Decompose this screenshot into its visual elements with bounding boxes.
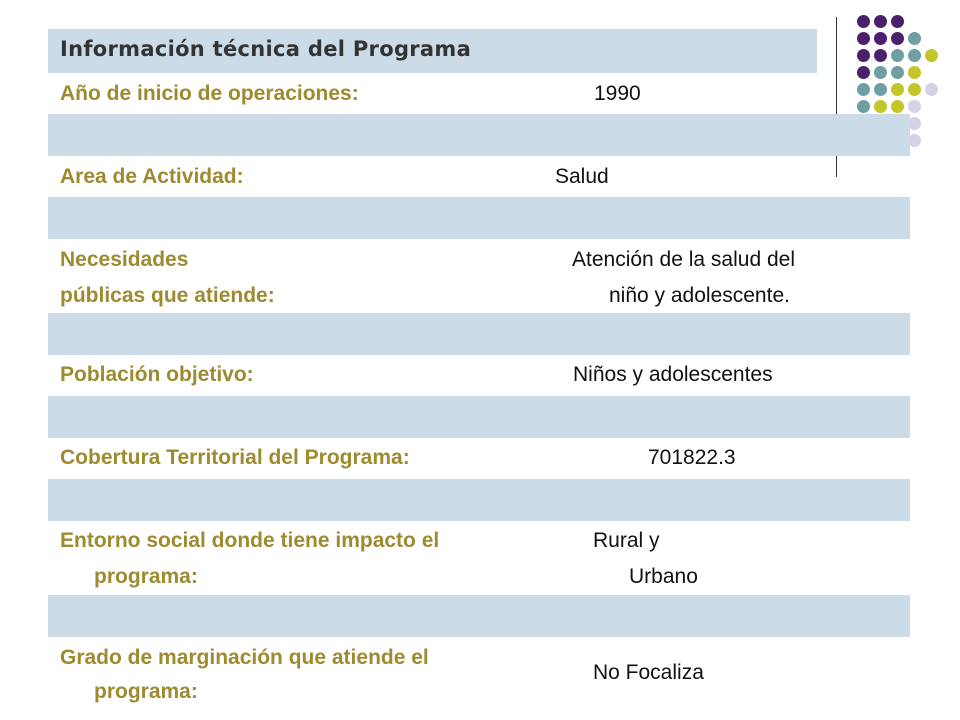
dot	[908, 49, 921, 62]
dot	[891, 100, 904, 113]
value-year-start: 1990	[594, 82, 641, 105]
dot	[891, 49, 904, 62]
dot	[891, 66, 904, 79]
separator-band	[48, 479, 910, 521]
dot	[908, 83, 921, 96]
dot	[857, 32, 870, 45]
label-territorial-coverage: Cobertura Territorial del Programa:	[60, 446, 410, 469]
dot	[857, 15, 870, 28]
value-activity-area: Salud	[555, 165, 609, 188]
value-public-needs-line2: niño y adolescente.	[609, 284, 790, 307]
label-marginalization-line1: Grado de marginación que atiende el	[60, 646, 429, 669]
dot	[874, 66, 887, 79]
label-public-needs-line1: Necesidades	[60, 248, 189, 271]
dot	[857, 100, 870, 113]
dot	[857, 49, 870, 62]
dot	[908, 100, 921, 113]
separator-band	[48, 313, 910, 355]
dot	[925, 49, 938, 62]
dot	[891, 15, 904, 28]
value-territorial-coverage: 701822.3	[648, 446, 736, 469]
dot	[908, 32, 921, 45]
value-social-environment-line1: Rural y	[593, 529, 660, 552]
dot	[874, 49, 887, 62]
separator-band	[48, 595, 910, 637]
dot	[891, 83, 904, 96]
dot	[874, 100, 887, 113]
value-marginalization: No Focaliza	[593, 661, 704, 684]
dot	[857, 83, 870, 96]
dot	[908, 66, 921, 79]
label-marginalization-line2: programa:	[94, 680, 198, 703]
label-activity-area: Area de Actividad:	[60, 165, 244, 188]
separator-band	[48, 396, 910, 438]
value-target-population: Niños y adolescentes	[573, 363, 773, 386]
page-title: Información técnica del Programa	[60, 37, 472, 61]
dot	[874, 83, 887, 96]
dot	[891, 32, 904, 45]
label-social-environment-line2: programa:	[94, 565, 198, 588]
label-year-start: Año de inicio de operaciones:	[60, 82, 359, 105]
separator-band	[48, 197, 910, 239]
dot	[925, 83, 938, 96]
dot	[857, 66, 870, 79]
label-public-needs-line2: públicas que atiende:	[60, 284, 275, 307]
dot	[874, 15, 887, 28]
value-social-environment-line2: Urbano	[629, 565, 698, 588]
label-social-environment-line1: Entorno social donde tiene impacto el	[60, 529, 440, 552]
value-public-needs-line1: Atención de la salud del	[572, 248, 795, 271]
label-target-population: Población objetivo:	[60, 363, 254, 386]
separator-band	[48, 114, 910, 156]
dot	[874, 32, 887, 45]
